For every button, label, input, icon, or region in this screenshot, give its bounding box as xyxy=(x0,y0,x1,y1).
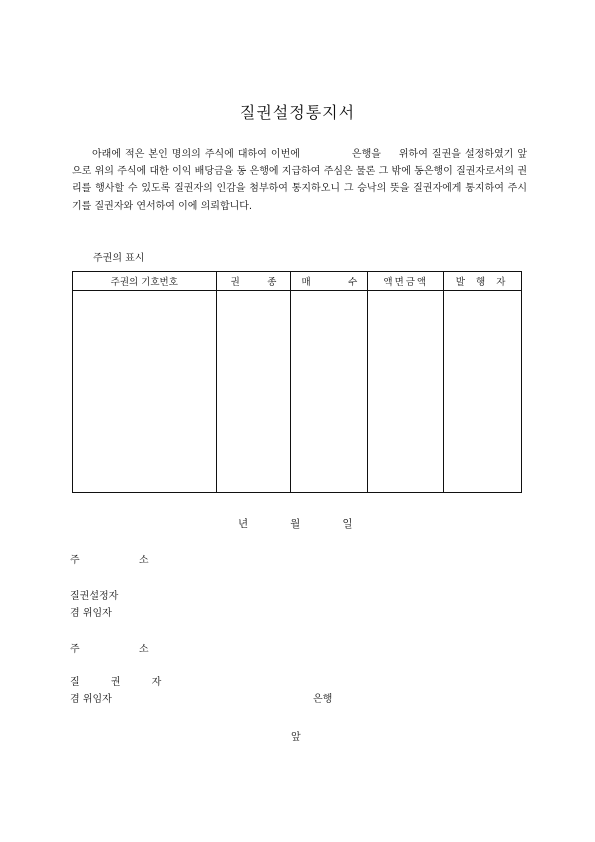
pledgee-agent-label: 겸 위임자 xyxy=(70,694,112,705)
body-text-part3: 위하여 질권을 설정하였기 앞으로 위의 주식에 대한 이익 배당금을 동 은행에 지급하여 주심은 물론 그 밖에 동은행이 질권자로서의 권리를 행사할 수 있도록 질권자의 인감을 첨부하여 통지하오니 그 승낙의 뜻을 질권자에게 통지하여 주시기를 질권자와 연서하여 이에 의뢰합니다. xyxy=(72,149,527,212)
date-day: 일 xyxy=(342,518,353,530)
pledgee-address-label: 주 소 xyxy=(70,644,177,655)
cell-issuer[interactable] xyxy=(444,291,522,493)
pledgor-agent-label: 겸 위임자 xyxy=(70,608,112,619)
header-issuer: 발 행 자 xyxy=(444,272,522,291)
header-serial-number: 주권의 기호번호 xyxy=(73,272,217,291)
body-paragraph xyxy=(72,146,527,215)
header-quantity xyxy=(291,272,368,291)
pledgee-bank-label: 은행 xyxy=(313,694,333,705)
header-share-type-b: 종 xyxy=(267,277,277,288)
page-side-label: 앞 xyxy=(291,732,301,743)
date-month: 월 xyxy=(290,518,301,530)
pledgor-address-label: 주 소 xyxy=(70,555,177,566)
section-label-stock: 주권의 표시 xyxy=(93,253,145,264)
header-par-value: 액면금액 xyxy=(368,272,444,291)
date-year: 년 xyxy=(238,518,249,530)
cell-serial-number[interactable] xyxy=(73,291,217,493)
date-line xyxy=(238,516,352,531)
cell-par-value[interactable] xyxy=(368,291,444,493)
stock-table-body-row xyxy=(73,291,522,493)
document-title: 질권설정통지서 xyxy=(239,103,356,122)
stock-table-header-row xyxy=(73,272,522,291)
header-share-type xyxy=(216,272,291,291)
header-quantity-a: 매 xyxy=(301,277,311,288)
pledgee-role-label: 질 권 자 xyxy=(70,677,176,688)
body-text-part1: 아래에 적은 본인 명의의 주식에 대하여 이번에 xyxy=(92,149,300,160)
cell-share-type[interactable] xyxy=(216,291,291,493)
header-quantity-b: 수 xyxy=(348,277,358,288)
pledgor-role-label: 질권설정자 xyxy=(70,591,119,602)
stock-table xyxy=(72,271,522,493)
cell-quantity[interactable] xyxy=(291,291,368,493)
header-share-type-a: 권 xyxy=(230,277,240,288)
body-text-part2: 은행을 xyxy=(351,149,381,160)
